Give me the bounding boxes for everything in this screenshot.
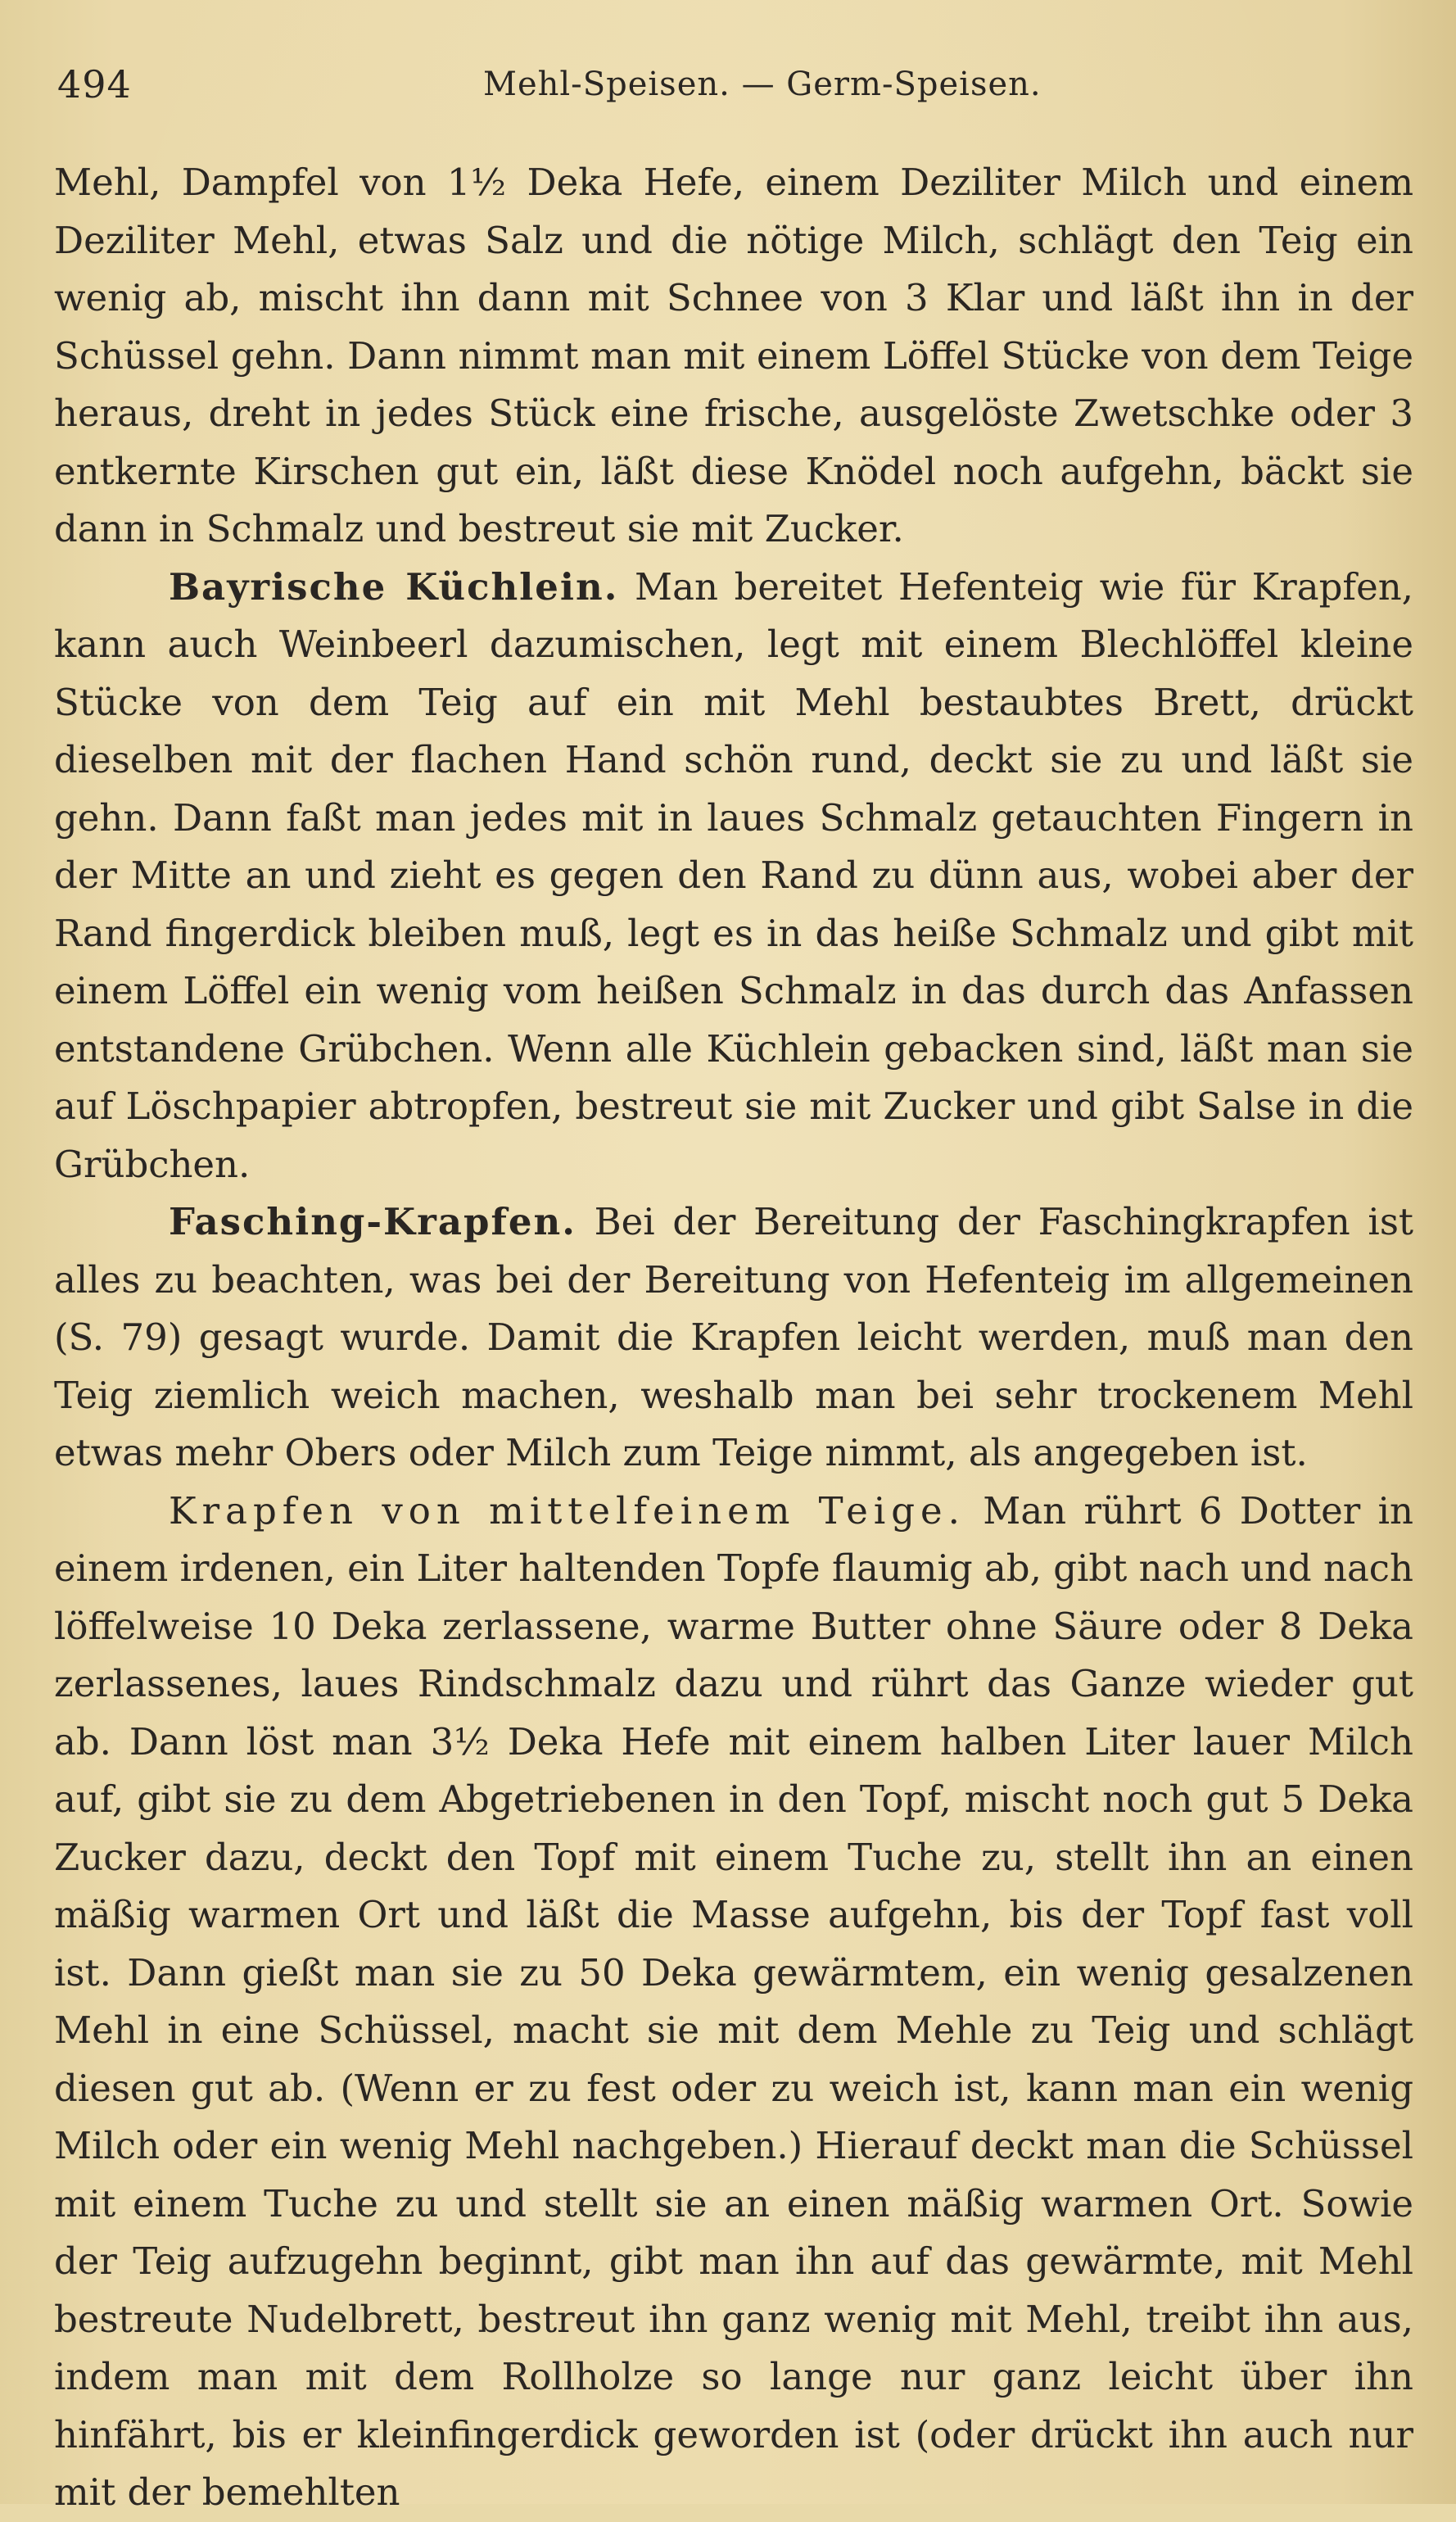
paragraph-text: Mehl, Dampfel von 1½ Deka Hefe, einem Deziliter Milch und einem Deziliter Mehl, etwas Salz und die nötige Milch, schlägt den Teig ein wenig ab, mischt ihn dann mit Schnee von 3 Klar und läßt ihn in der Schüssel gehn. Dann nimmt man mit einem Löffel Stücke von dem Teige heraus, dreht in jedes Stück eine frische, ausgelöste Zwetschke oder 3 entkernte Kirschen gut ein, läßt diese Knödel noch aufgehn, bäckt sie dann in Schmalz und bestreut sie mit Zucker. <box>54 161 1413 550</box>
paragraph-fasching-krapfen <box>54 1193 1413 1483</box>
paragraph-krapfen-mittelfein <box>54 1483 1413 2522</box>
paragraph-text: Man bereitet Hefenteig wie für Krapfen, kann auch Weinbeerl dazumischen, legt mit einem Blechlöffel kleine Stücke von dem Teig auf ein mit Mehl bestaubtes Brett, drückt dieselben mit der flachen Hand schön rund, deckt sie zu und läßt sie gehn. Dann faßt man jedes mit in laues Schmalz getauchten Fingern in der Mitte an und zieht es gegen den Rand zu dünn aus, wobei aber der Rand fingerdick bleiben muß, legt es in das heiße Schmalz und gibt mit einem Löffel ein wenig vom heißen Schmalz in das durch das Anfassen entstandene Grübchen. Wenn alle Küchlein gebacken sind, läßt man sie auf Löschpapier abtropfen, bestreut sie mit Zucker und gibt Salse in die Grübchen. <box>54 564 1413 1186</box>
page-header <box>57 57 1400 115</box>
recipe-heading: Bayrische Küchlein. <box>169 564 619 609</box>
running-head: Mehl-Speisen. — Germ-Speisen. <box>483 66 1042 103</box>
paragraph-text: Man rührt 6 Dotter in einem irdenen, ein Liter haltenden Topfe flaumig ab, gibt nach und nach löffelweise 10 Deka zerlassene, warme Butter ohne Säure oder 8 Deka zerlassenes, laues Rindschmalz dazu und rührt das Ganze wieder gut ab. Dann löst man 3½ Deka Hefe mit einem halben Liter lauer Milch auf, gibt sie zu dem Abgetriebenen in den Topf, mischt noch gut 5 Deka Zucker dazu, deckt den Topf mit einem Tuche zu, stellt ihn an einen mäßig warmen Ort und läßt die Masse aufgehn, bis der Topf fast voll ist. Dann gießt man sie zu 50 Deka gewärmtem, ein wenig gesalzenen Mehl in eine Schüssel, macht sie mit dem Mehle zu Teig und schlägt diesen gut ab. (Wenn er zu fest oder zu weich ist, kann man ein wenig Milch oder ein wenig Mehl nachgeben.) Hierauf deckt man die Schüssel mit einem Tuche zu und stellt sie an einen mäßig warmen Ort. Sowie der Teig aufzugehn beginnt, gibt man ihn auf das gewärmte, mit Mehl bestreute Nudelbrett, bestreut ihn ganz wenig mit Mehl, treibt ihn aus, indem man mit dem Rollholze so lange nur ganz leicht über ihn hinfährt, bis er kleinfingerdick geworden ist (oder drückt ihn auch nur mit der bemehlten <box>54 1488 1413 2514</box>
paragraph-text: Bei der Bereitung der Faschingkrapfen ist alles zu beachten, was bei der Bereitung von Hefenteig im allgemeinen (S. 79) gesagt wurde. Damit die Krapfen leicht werden, muß man den Teig ziemlich weich machen, weshalb man bei sehr trockenem Mehl etwas mehr Obers oder Milch zum Teige nimmt, als angegeben ist. <box>54 1200 1413 1474</box>
recipe-heading: Fasching-Krapfen. <box>169 1200 577 1243</box>
body-text <box>54 154 1413 2522</box>
paragraph-bayrische-kuechlein <box>54 559 1413 1194</box>
paragraph-continuation <box>54 154 1413 559</box>
recipe-heading: Krapfen von mittelfeinem Teige. <box>169 1488 965 1533</box>
page-number: 494 <box>57 62 132 106</box>
